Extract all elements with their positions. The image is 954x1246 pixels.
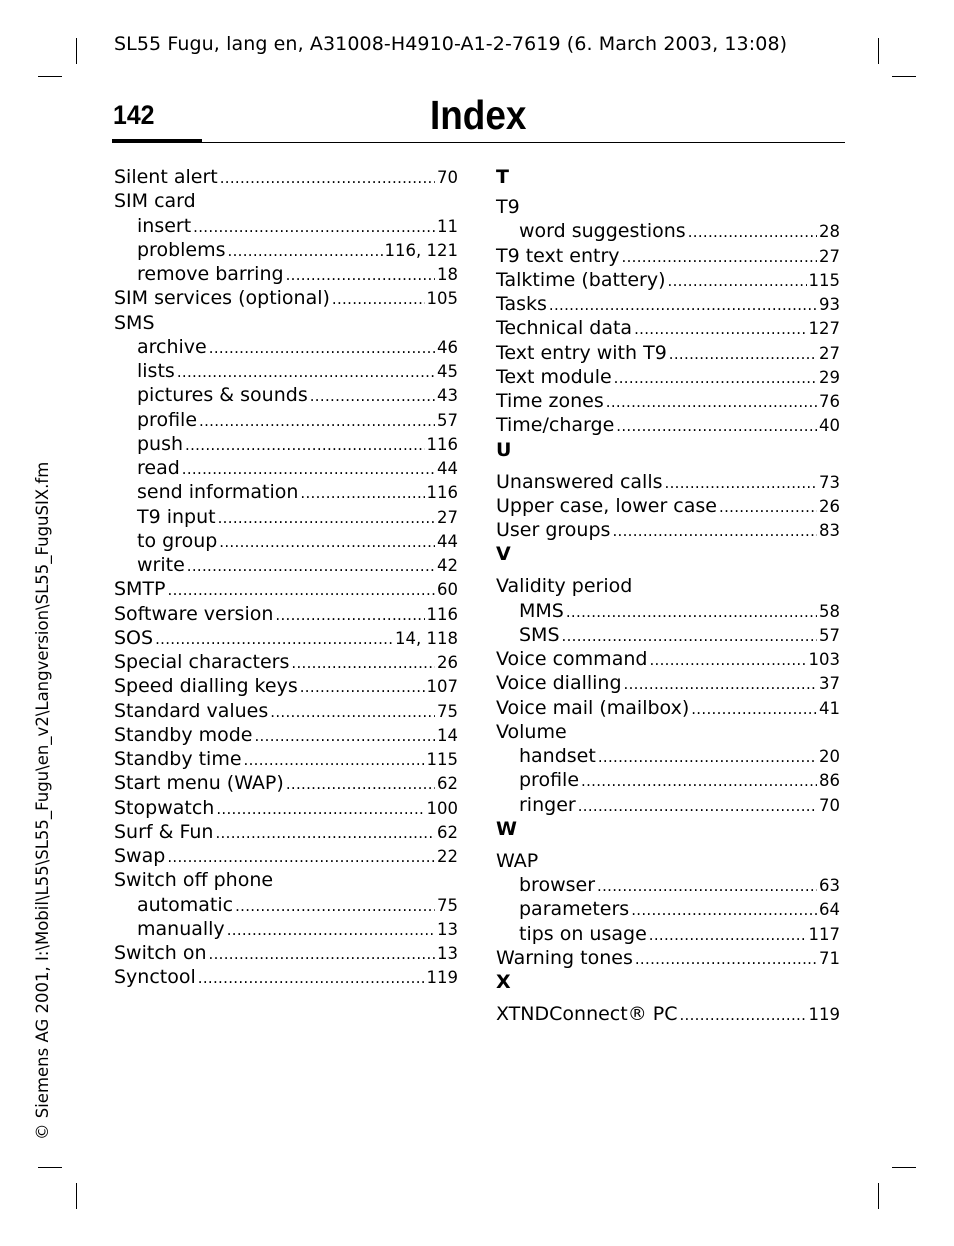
crop-mark [892, 76, 916, 77]
index-term: Speed dialling keys [114, 675, 298, 698]
index-page-ref: 75 [437, 895, 458, 915]
index-entry [114, 918, 458, 942]
index-entry [114, 772, 458, 796]
index-page-ref: 18 [437, 265, 458, 284]
index-term: parameters [519, 898, 630, 921]
index-term: Voice mail (mailbox) [496, 696, 690, 719]
index-page-ref: 70 [437, 168, 458, 187]
leader-dots [244, 751, 425, 769]
index-entry [114, 360, 458, 384]
index-entry [114, 554, 458, 578]
leader-dots [220, 169, 435, 187]
index-page-ref: 105 [426, 289, 458, 309]
index-term: tips on usage [519, 922, 647, 945]
crop-mark [38, 76, 62, 77]
index-entry [496, 850, 840, 874]
index-entry [114, 894, 458, 918]
index-entry [114, 821, 458, 845]
leader-dots [254, 727, 435, 745]
index-term: User groups [496, 519, 611, 541]
leader-dots [691, 700, 817, 718]
leader-dots [185, 436, 424, 454]
leader-dots [562, 627, 817, 645]
index-page-ref: 70 [819, 795, 840, 815]
index-letter-heading [496, 166, 840, 196]
index-page-ref: 76 [819, 392, 840, 411]
index-term: X [496, 971, 511, 993]
index-term: Time zones [496, 390, 604, 412]
index-letter-heading [496, 818, 840, 850]
leader-dots [669, 345, 817, 363]
index-term: send information [137, 481, 299, 504]
leader-dots [275, 606, 424, 624]
index-page-ref: 45 [437, 362, 458, 381]
index-term: Upper case, lower case [496, 494, 717, 517]
leader-dots [597, 877, 817, 895]
leader-dots [199, 412, 435, 430]
leader-dots [227, 921, 435, 939]
index-page-ref: 116 [426, 483, 458, 503]
index-page-ref: 27 [819, 246, 840, 266]
leader-dots [688, 223, 817, 241]
index-entry [496, 471, 840, 495]
page-title: Index [430, 92, 527, 138]
leader-dots [228, 242, 383, 260]
index-entry [114, 481, 458, 505]
index-term: manually [137, 917, 225, 940]
index-page-ref: 119 [808, 1005, 840, 1024]
index-entry [496, 390, 840, 414]
index-column-left [114, 166, 458, 991]
index-term: Surf & Fun [114, 820, 214, 843]
index-entry [114, 190, 458, 214]
index-entry [496, 898, 840, 922]
index-term: Silent alert [114, 166, 218, 188]
index-entry [496, 1003, 840, 1027]
leader-dots [665, 474, 818, 492]
index-entry [114, 627, 458, 651]
page-number: 142 [113, 100, 155, 130]
index-term: Switch off phone [114, 869, 274, 892]
index-term: Stopwatch [114, 796, 215, 819]
index-entry [114, 530, 458, 554]
index-entry [496, 672, 840, 696]
index-entry [496, 342, 840, 366]
leader-dots [193, 218, 435, 236]
index-page-ref: 117 [808, 924, 840, 944]
leader-dots [631, 901, 817, 919]
index-entry [114, 287, 458, 311]
leader-dots [679, 1006, 806, 1024]
index-page-ref: 62 [437, 774, 458, 794]
index-letter-heading [496, 439, 840, 471]
leader-dots [649, 926, 807, 944]
index-entry [496, 794, 840, 818]
leader-dots [300, 484, 424, 502]
index-entry [496, 495, 840, 519]
index-term: insert [137, 214, 192, 237]
index-term: U [496, 438, 512, 461]
index-term: profile [519, 769, 580, 792]
leader-dots [218, 509, 435, 527]
index-page-ref: 20 [819, 747, 840, 766]
index-page-ref: 27 [819, 343, 840, 363]
header-rule [112, 142, 845, 143]
index-term: Technical data [496, 317, 633, 340]
index-page-ref: 116 [426, 604, 458, 624]
index-entry [114, 700, 458, 724]
index-page-ref: 40 [819, 416, 840, 436]
index-term: Text module [496, 365, 612, 388]
index-page-ref: 93 [819, 295, 840, 314]
leader-dots [209, 945, 435, 963]
index-term: Switch on [114, 942, 207, 964]
index-entry [496, 697, 840, 721]
index-letter-heading [496, 971, 840, 1003]
index-page-ref: 58 [819, 601, 840, 621]
index-term: word suggestions [519, 220, 686, 243]
crop-mark [878, 1183, 879, 1209]
index-page-ref: 116 [426, 434, 458, 454]
index-page-ref: 29 [819, 367, 840, 387]
leader-dots [167, 848, 435, 866]
index-term: push [137, 432, 184, 455]
index-entry [496, 923, 840, 947]
index-term: Unanswered calls [496, 470, 663, 493]
index-entry [496, 293, 840, 317]
index-term: SMS [114, 311, 155, 334]
index-entry [114, 457, 458, 481]
index-page-ref: 119 [426, 968, 458, 988]
leader-dots [649, 651, 806, 669]
index-page-ref: 13 [437, 919, 458, 939]
index-term: MMS [519, 599, 564, 622]
index-page-ref: 86 [819, 771, 840, 791]
index-term: Synctool [114, 966, 196, 989]
index-term: pictures & sounds [137, 384, 308, 407]
index-entry [496, 648, 840, 672]
leader-dots [332, 290, 425, 308]
index-page-ref: 71 [819, 948, 840, 968]
index-page-ref: 44 [437, 531, 458, 551]
leader-dots [182, 460, 435, 478]
index-entry [114, 603, 458, 627]
index-term: SOS [114, 626, 154, 649]
index-column-right [496, 166, 840, 1027]
index-entry [114, 724, 458, 748]
index-term: remove barring [137, 263, 284, 285]
index-entry [496, 269, 840, 293]
leader-dots [215, 824, 435, 842]
index-entry [114, 433, 458, 457]
index-page-ref: 57 [437, 410, 458, 430]
leader-dots [177, 363, 435, 381]
index-entry [114, 506, 458, 530]
index-term: Swap [114, 845, 166, 867]
leader-dots [581, 772, 817, 790]
index-term: Special characters [114, 651, 290, 673]
index-page-ref: 41 [819, 698, 840, 718]
crop-mark [76, 38, 77, 64]
index-page-ref: 27 [437, 507, 458, 527]
index-entry [496, 947, 840, 971]
index-term: T9 [496, 196, 520, 218]
index-page-ref: 37 [819, 674, 840, 694]
index-term: SIM card [114, 190, 196, 213]
index-term: Tasks [496, 293, 547, 315]
leader-dots [291, 654, 435, 672]
index-page-ref: 75 [437, 701, 458, 721]
crop-mark [38, 1167, 62, 1168]
leader-dots [612, 522, 817, 540]
leader-dots [634, 320, 806, 338]
crop-mark [76, 1183, 77, 1209]
index-term: Standby mode [114, 723, 253, 746]
leader-dots [606, 393, 817, 411]
index-page-ref: 26 [437, 653, 458, 672]
leader-dots [310, 387, 435, 405]
index-page-ref: 60 [437, 580, 458, 600]
index-term: Warning tones [496, 946, 633, 969]
index-entry [114, 966, 458, 990]
index-term: Standby time [114, 748, 242, 770]
index-entry [114, 797, 458, 821]
index-term: Voice command [496, 648, 648, 670]
index-term: Software version [114, 602, 274, 625]
index-page-ref: 107 [426, 677, 458, 697]
index-term: to group [137, 529, 218, 552]
index-entry [114, 215, 458, 239]
index-term: write [137, 554, 185, 576]
index-page-ref: 13 [437, 944, 458, 963]
index-entry [496, 769, 840, 793]
index-entry [496, 196, 840, 220]
index-entry [496, 245, 840, 269]
index-term: SMS [519, 623, 560, 646]
index-term: browser [519, 874, 596, 896]
leader-dots [209, 339, 435, 357]
index-entry [114, 409, 458, 433]
index-entry [114, 578, 458, 602]
index-page-ref: 83 [819, 521, 840, 540]
index-page-ref: 115 [808, 270, 840, 290]
index-term: T9 text entry [496, 244, 620, 267]
leader-dots [578, 797, 817, 815]
index-entry [496, 414, 840, 438]
index-term: read [137, 457, 180, 479]
index-term: problems [137, 238, 226, 261]
index-term: T [496, 166, 509, 188]
leader-dots [235, 897, 435, 915]
index-term: Talktime (battery) [496, 268, 666, 291]
index-entry [114, 942, 458, 966]
index-page-ref: 28 [819, 222, 840, 242]
index-term: handset [519, 745, 596, 767]
leader-dots [187, 557, 435, 575]
index-entry [114, 845, 458, 869]
crop-mark [878, 38, 879, 64]
index-entry [114, 263, 458, 287]
index-term: SMTP [114, 578, 166, 601]
index-term: Validity period [496, 575, 633, 598]
index-entry [114, 166, 458, 190]
index-term: archive [137, 335, 207, 358]
index-entry [496, 220, 840, 244]
index-term: Time/charge [496, 414, 615, 437]
index-letter-heading [496, 543, 840, 575]
leader-dots [622, 248, 817, 266]
index-term: SIM services (optional) [114, 287, 330, 310]
leader-dots [598, 748, 817, 766]
index-entry [114, 748, 458, 772]
index-term: WAP [496, 849, 539, 872]
index-term: T9 input [137, 505, 216, 528]
leader-dots [566, 603, 817, 621]
index-page-ref: 26 [819, 496, 840, 516]
index-entry [114, 675, 458, 699]
index-entry [114, 336, 458, 360]
index-page-ref: 64 [819, 900, 840, 920]
leader-dots [168, 581, 435, 599]
file-path-note: © Siemens AG 2001, I:\Mobil\L55\SL55_Fugu\en_v2\Langversion\SL55_FuguSIX.fm [33, 461, 52, 1140]
index-page-ref: 14 [437, 725, 458, 745]
index-term: W [496, 817, 517, 840]
leader-dots [719, 498, 817, 516]
index-term: ringer [519, 793, 576, 816]
index-term: lists [137, 360, 175, 382]
leader-dots [635, 950, 817, 968]
index-page-ref: 46 [437, 337, 458, 357]
leader-dots [286, 266, 435, 284]
crop-mark [892, 1167, 916, 1168]
index-page-ref: 100 [426, 798, 458, 818]
leader-dots [668, 272, 807, 290]
index-page-ref: 11 [437, 216, 458, 236]
index-entry [496, 600, 840, 624]
index-page-ref: 42 [437, 556, 458, 575]
index-term: V [496, 543, 511, 566]
index-page-ref: 103 [808, 650, 840, 669]
index-entry [114, 869, 458, 893]
index-entry [496, 745, 840, 769]
index-entry [496, 575, 840, 599]
index-page-ref: 63 [819, 876, 840, 895]
leader-dots [198, 969, 425, 987]
index-entry [114, 384, 458, 408]
index-entry [114, 651, 458, 675]
index-term: Text entry with T9 [496, 341, 667, 364]
index-page-ref: 43 [437, 386, 458, 406]
index-entry [496, 624, 840, 648]
leader-dots [286, 775, 435, 793]
index-page-ref: 116, 121 [384, 240, 458, 260]
index-entry [114, 239, 458, 263]
index-entry [114, 312, 458, 336]
index-page-ref: 115 [426, 750, 458, 769]
index-term: profile [137, 408, 198, 431]
index-page-ref: 127 [808, 319, 840, 339]
leader-dots [614, 369, 817, 387]
index-page-ref: 22 [437, 847, 458, 866]
index-entry [496, 874, 840, 898]
leader-dots [624, 675, 817, 693]
leader-dots [270, 703, 435, 721]
index-term: automatic [137, 893, 234, 916]
leader-dots [155, 630, 393, 648]
leader-dots [300, 678, 425, 696]
index-entry [496, 317, 840, 341]
index-page-ref: 14, 118 [395, 628, 458, 648]
index-page-ref: 57 [819, 625, 840, 645]
leader-dots [616, 417, 817, 435]
index-entry [496, 519, 840, 543]
index-term: Standard values [114, 699, 269, 722]
leader-dots [549, 296, 817, 314]
index-term: Volume [496, 720, 567, 743]
index-term: XTNDConnect® PC [496, 1003, 678, 1025]
document-info: SL55 Fugu, lang en, A31008-H4910-A1-2-7619 (6. March 2003, 13:08) [114, 33, 788, 55]
index-term: Voice dialling [496, 672, 622, 695]
leader-dots [216, 800, 424, 818]
index-page-ref: 73 [819, 472, 840, 492]
index-term: Start menu (WAP) [114, 772, 284, 795]
leader-dots [219, 533, 435, 551]
index-entry [496, 721, 840, 745]
index-entry [496, 366, 840, 390]
index-page-ref: 62 [437, 822, 458, 842]
index-page-ref: 44 [437, 459, 458, 478]
